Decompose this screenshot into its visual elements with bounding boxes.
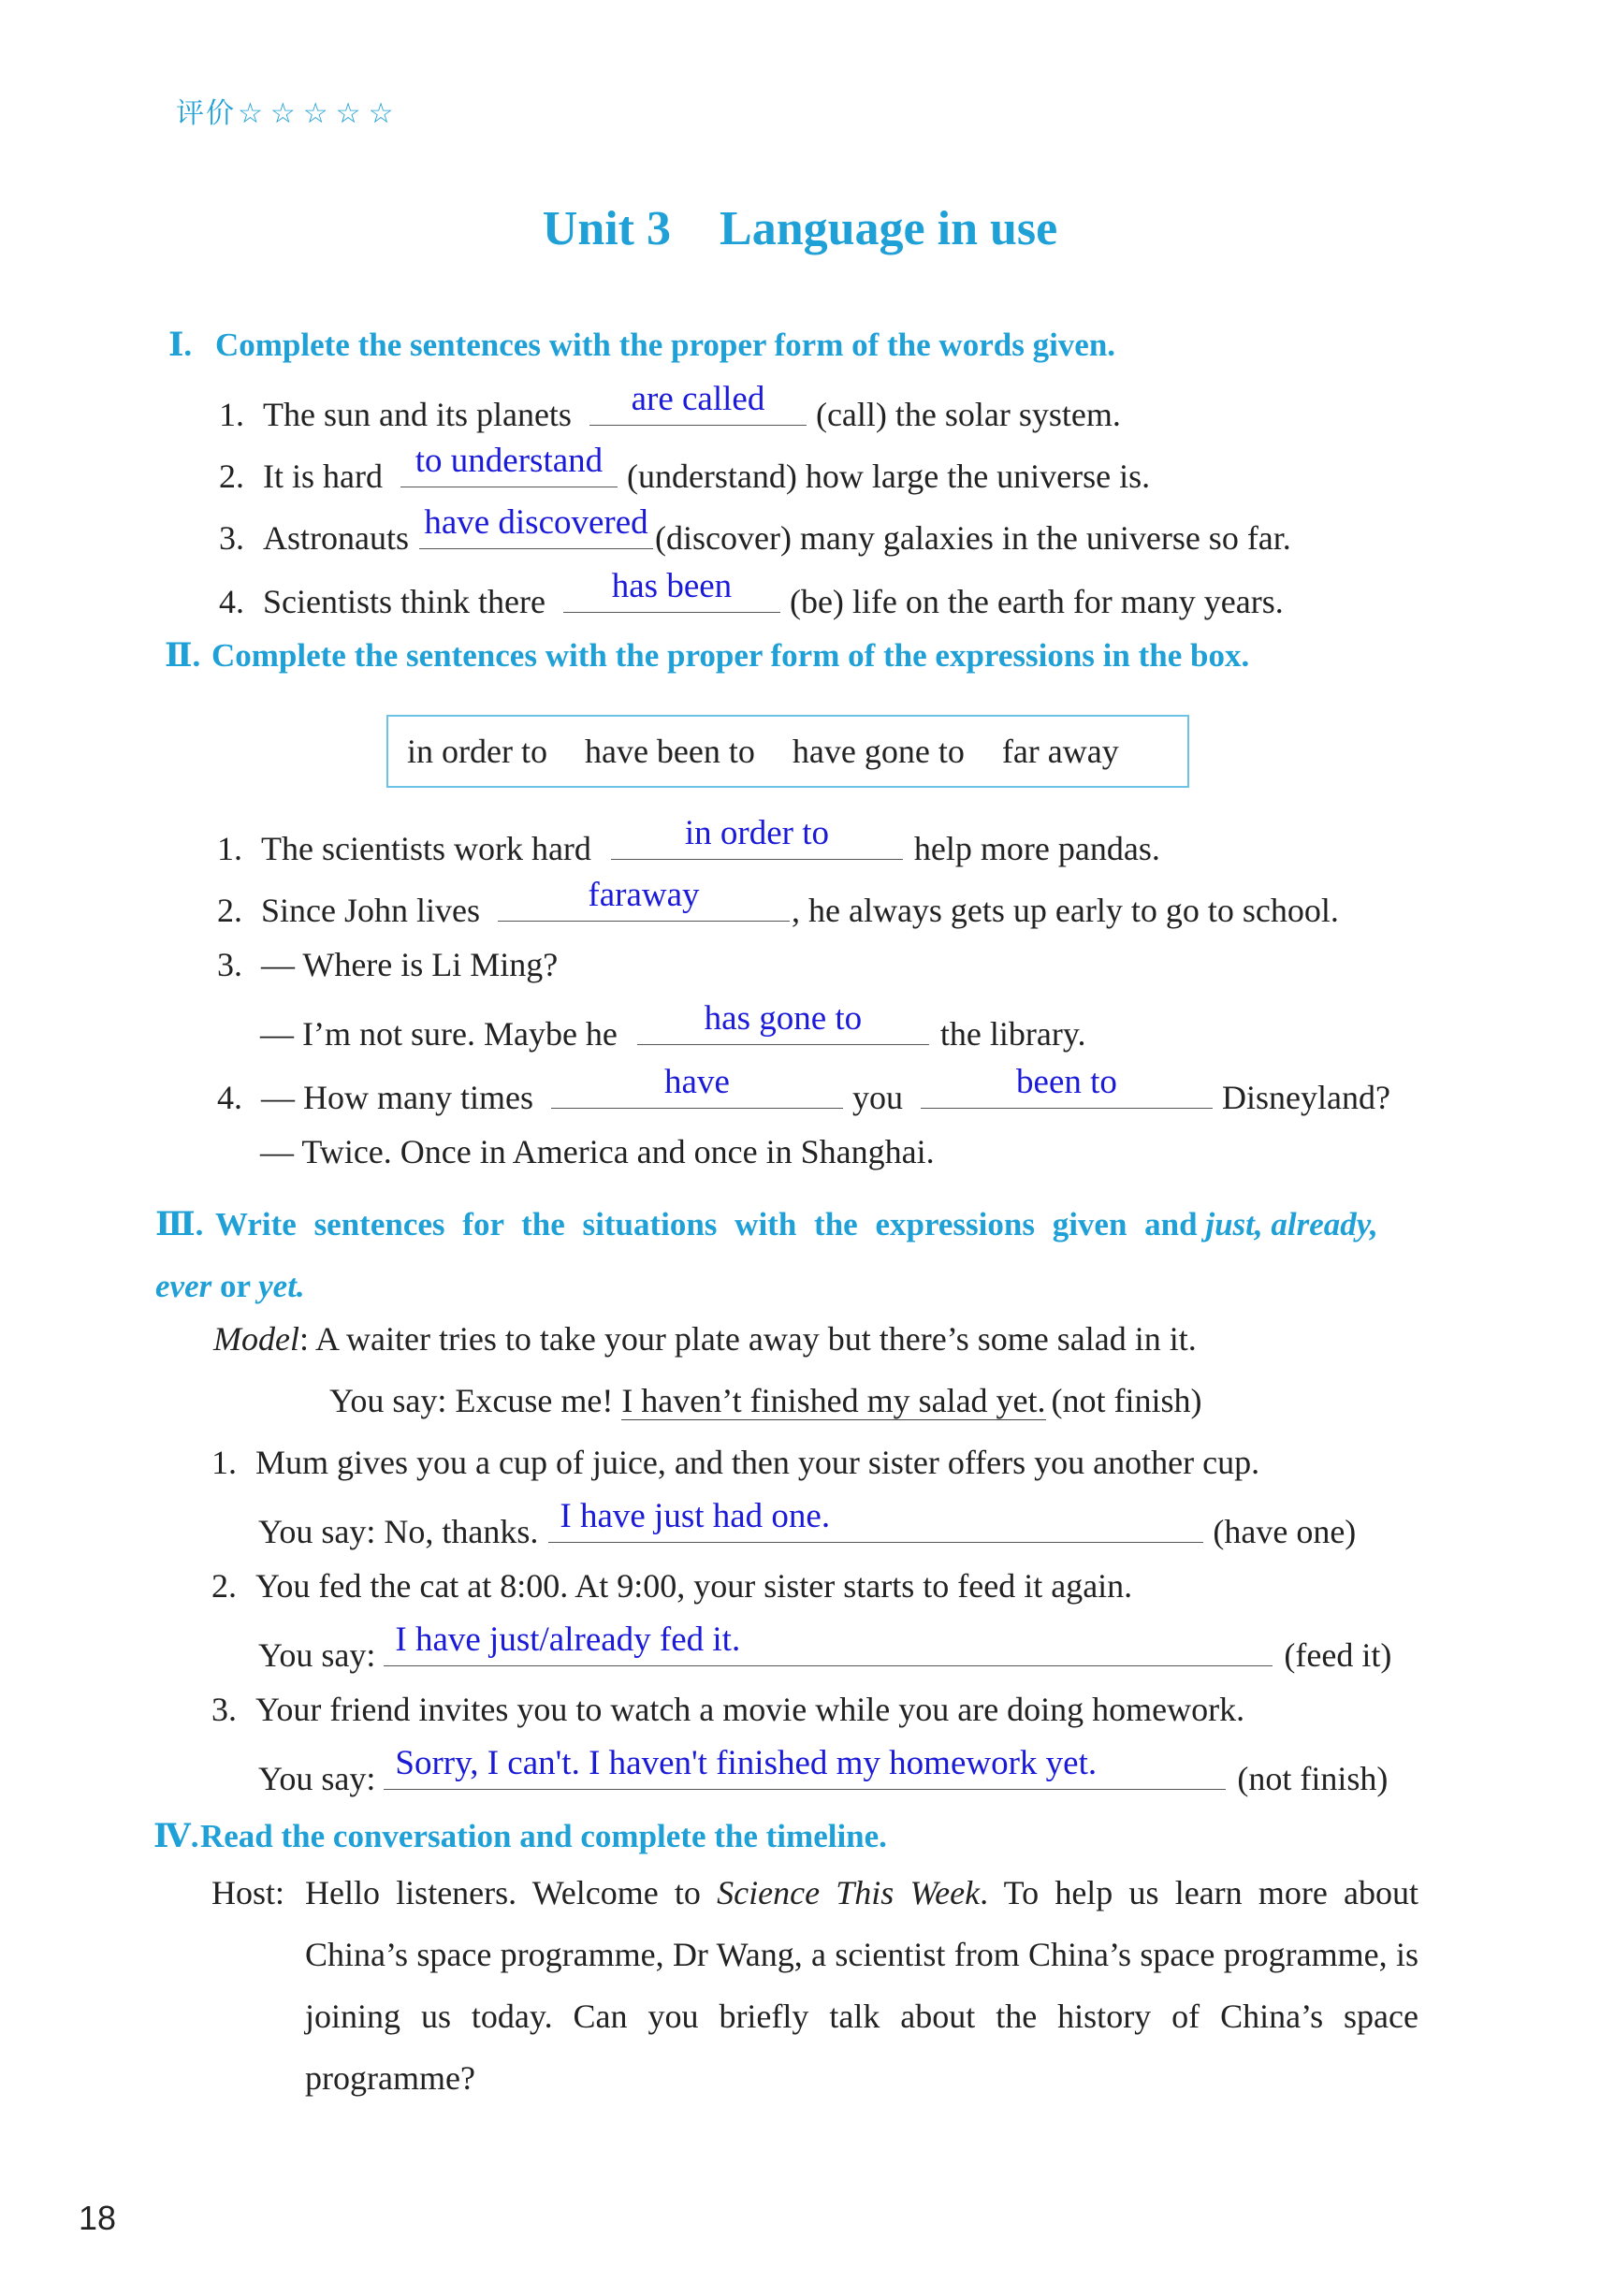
sentence-text: , he always gets up early to go to school. bbox=[791, 892, 1339, 929]
answer-blank[interactable] bbox=[611, 814, 903, 860]
s2-item-3 bbox=[217, 945, 558, 984]
page-number: 18 bbox=[79, 2199, 117, 2237]
sentence-text: (be) life on the earth for many years. bbox=[789, 583, 1284, 620]
section-instruction: Read the conversation and complete the timeline. bbox=[200, 1818, 887, 1854]
box-expression: have been to bbox=[584, 733, 755, 770]
answer-blank[interactable] bbox=[921, 1063, 1213, 1109]
unit-label: Unit 3 bbox=[542, 202, 672, 255]
answer-text: been to bbox=[1016, 1063, 1117, 1101]
section-instruction-keywords: yet. bbox=[258, 1268, 305, 1304]
s1-item-3 bbox=[219, 503, 1291, 558]
item-number: 2. bbox=[219, 458, 244, 495]
section-instruction: Complete the sentences with the proper form of the expressions in the box. bbox=[211, 637, 1250, 674]
answer-blank[interactable] bbox=[384, 1620, 1273, 1666]
item-number: 2. bbox=[217, 892, 242, 929]
situation-text: You fed the cat at 8:00. At 9:00, your sister starts to feed it again. bbox=[255, 1567, 1133, 1605]
section-instruction: Complete the sentences with the proper form of the words given. bbox=[215, 327, 1116, 363]
section-number: Ⅳ. bbox=[153, 1818, 199, 1854]
sentence-text: (understand) how large the universe is. bbox=[626, 458, 1151, 495]
answer-text: have bbox=[664, 1063, 730, 1101]
answer-blank[interactable] bbox=[400, 442, 618, 487]
sentence-text: Since John lives bbox=[261, 892, 480, 929]
s2-item-4-reply bbox=[260, 1132, 935, 1171]
answer-text: I have just had one. bbox=[560, 1497, 831, 1535]
hint-text: (have one) bbox=[1213, 1513, 1357, 1550]
page-title bbox=[0, 201, 1600, 256]
expression-box bbox=[386, 715, 1189, 788]
answer-text: have discovered bbox=[424, 503, 648, 542]
answer-text: faraway bbox=[588, 876, 700, 914]
model-hint: (not finish) bbox=[1051, 1382, 1202, 1419]
show-title: Science This Week bbox=[717, 1874, 981, 1911]
s3-item-3-answer bbox=[258, 1744, 1389, 1798]
sentence-text: The sun and its planets bbox=[263, 396, 572, 433]
box-expression: have gone to bbox=[792, 733, 965, 770]
item-number: 3. bbox=[217, 946, 242, 983]
box-expression: far away bbox=[1001, 733, 1119, 770]
sentence-text: The scientists work hard bbox=[261, 830, 591, 867]
section-1-heading bbox=[168, 326, 1115, 364]
model-line bbox=[213, 1319, 1197, 1359]
item-number: 3. bbox=[219, 519, 244, 557]
section-3-heading bbox=[155, 1194, 1409, 1317]
s3-item-1 bbox=[211, 1443, 1259, 1482]
s3-item-1-answer bbox=[258, 1497, 1357, 1551]
answer-blank[interactable] bbox=[419, 503, 653, 549]
model-answer-line bbox=[329, 1381, 1202, 1420]
host-label bbox=[211, 1862, 284, 1924]
you-say: You say: bbox=[258, 1636, 376, 1674]
section-instruction: or bbox=[219, 1268, 251, 1304]
item-number: 4. bbox=[219, 583, 244, 620]
answer-text: I have just/already fed it. bbox=[395, 1620, 741, 1659]
answer-blank[interactable] bbox=[548, 1497, 1203, 1543]
rating-text: 评价 bbox=[176, 97, 236, 130]
answer-text: Sorry, I can't. I haven't finished my homework yet. bbox=[395, 1744, 1098, 1782]
s3-item-2 bbox=[211, 1566, 1132, 1606]
answer-blank[interactable] bbox=[589, 380, 807, 426]
item-number: 2. bbox=[211, 1567, 237, 1605]
answer-blank[interactable] bbox=[563, 567, 780, 613]
section-4-heading bbox=[153, 1817, 887, 1855]
situation-text: Mum gives you a cup of juice, and then your sister offers you another cup. bbox=[255, 1444, 1260, 1481]
sentence-text: Disneyland? bbox=[1221, 1079, 1390, 1116]
sentence-text: It is hard bbox=[263, 458, 383, 495]
sentence-text: (call) the solar system. bbox=[815, 396, 1121, 433]
rating-label bbox=[176, 90, 400, 131]
speaker-label: Host: bbox=[211, 1874, 285, 1911]
box-expression: in order to bbox=[407, 733, 547, 770]
model-answer: I haven’t finished my salad yet. bbox=[621, 1382, 1046, 1419]
section-number: Ⅱ. bbox=[165, 637, 201, 674]
sentence-text: Astronauts bbox=[263, 519, 409, 557]
you-say: You say: bbox=[258, 1760, 376, 1797]
sentence-text: Scientists think there bbox=[263, 583, 545, 620]
model-say: You say: Excuse me! bbox=[329, 1382, 614, 1419]
hint-text: (not finish) bbox=[1237, 1760, 1389, 1797]
s3-item-2-answer bbox=[258, 1620, 1392, 1675]
model-label: Model bbox=[213, 1320, 299, 1358]
answer-blank[interactable] bbox=[637, 999, 929, 1045]
item-number: 1. bbox=[217, 830, 242, 867]
answer-text: in order to bbox=[684, 814, 829, 852]
section-number: Ⅲ. bbox=[155, 1206, 204, 1242]
answer-text: are called bbox=[631, 380, 765, 418]
sentence-text: (discover) many galaxies in the universe so far. bbox=[655, 519, 1291, 557]
s2-item-1 bbox=[217, 814, 1160, 868]
item-number: 1. bbox=[211, 1444, 237, 1481]
dialogue-line: — Twice. Once in America and once in Shanghai. bbox=[260, 1133, 935, 1170]
sentence-text: — How many times bbox=[261, 1079, 533, 1116]
section-number: Ⅰ. bbox=[168, 327, 193, 363]
item-number: 4. bbox=[217, 1079, 242, 1116]
answer-text: to understand bbox=[415, 442, 604, 480]
section-2-heading bbox=[165, 636, 1249, 675]
answer-blank[interactable] bbox=[551, 1063, 843, 1109]
item-number: 3. bbox=[211, 1691, 237, 1728]
sentence-text: you bbox=[851, 1079, 903, 1116]
you-say: You say: No, thanks. bbox=[258, 1513, 539, 1550]
s2-item-3-reply bbox=[260, 999, 1086, 1054]
unit-topic: Language in use bbox=[720, 202, 1058, 255]
sentence-text: — I’m not sure. Maybe he bbox=[260, 1015, 618, 1053]
s1-item-2 bbox=[219, 442, 1151, 496]
answer-text: has been bbox=[611, 567, 733, 605]
item-number: 1. bbox=[219, 396, 244, 433]
section-instruction-keywords: just, already, ever bbox=[155, 1206, 1378, 1304]
s2-item-2 bbox=[217, 876, 1339, 930]
situation-text: Your friend invites you to watch a movie while you are doing homework. bbox=[255, 1691, 1245, 1728]
sentence-text: the library. bbox=[939, 1015, 1086, 1053]
model-text: : A waiter tries to take your plate away but there’s some salad in it. bbox=[298, 1320, 1197, 1358]
host-text: . To help us learn more about China’s space programme, Dr Wang, a scientist from China’s space programme, is joining us today. Can you briefly talk about the history of China’s space programme? bbox=[305, 1874, 1419, 2097]
hint-text: (feed it) bbox=[1284, 1636, 1392, 1674]
rating-stars: ☆☆☆☆☆ bbox=[238, 97, 401, 130]
s3-item-3 bbox=[211, 1690, 1244, 1729]
sentence-text: help more pandas. bbox=[913, 830, 1160, 867]
s1-item-1 bbox=[219, 380, 1121, 434]
host-paragraph bbox=[305, 1862, 1418, 2109]
answer-text: has gone to bbox=[704, 999, 863, 1038]
answer-blank[interactable] bbox=[498, 876, 790, 922]
s1-item-4 bbox=[219, 567, 1284, 621]
answer-blank[interactable] bbox=[384, 1744, 1226, 1790]
host-text: Hello listeners. Welcome to bbox=[305, 1874, 701, 1911]
dialogue-line: — Where is Li Ming? bbox=[261, 946, 559, 983]
section-instruction: Write sentences for the situations with the expressions given and bbox=[215, 1206, 1198, 1242]
s2-item-4 bbox=[217, 1063, 1390, 1117]
